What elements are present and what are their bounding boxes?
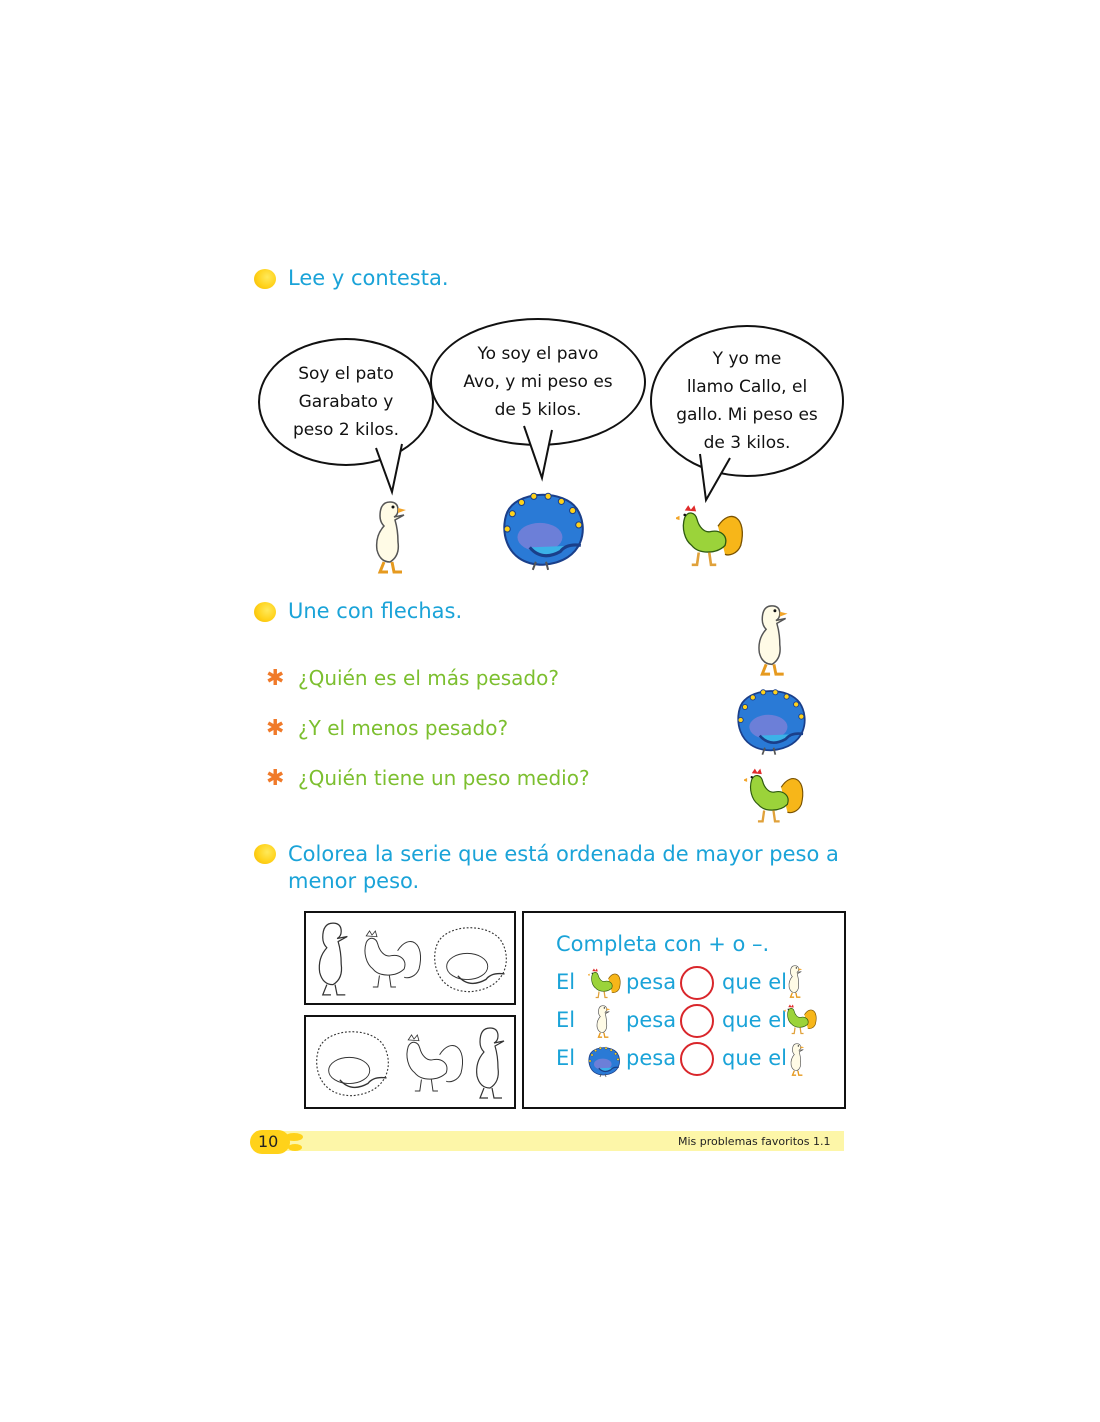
splat-icon: ✱ bbox=[266, 716, 285, 741]
book-title: Mis problemas favoritos 1.1 bbox=[678, 1135, 831, 1148]
bullet-icon bbox=[254, 844, 276, 864]
speech-bubble-rooster: Y yo me llamo Callo, el gallo. Mi peso es de 3 kilos. bbox=[650, 325, 844, 477]
bubble-tail bbox=[520, 422, 560, 482]
row-el: El bbox=[556, 970, 576, 994]
rooster-icon bbox=[588, 964, 622, 1002]
rooster-icon[interactable] bbox=[744, 760, 806, 830]
paw-icon bbox=[288, 1144, 302, 1151]
rooster-icon bbox=[784, 1000, 818, 1038]
bullet-icon bbox=[254, 269, 276, 289]
question-lightest: ¿Y el menos pesado? bbox=[298, 716, 509, 740]
row-que-el: que el bbox=[722, 1046, 787, 1070]
speech-bubble-duck: Soy el pato Garabato y peso 2 kilos. bbox=[258, 338, 434, 466]
section-heading-read: Lee y contesta. bbox=[288, 266, 449, 290]
section-heading-arrows: Une con flechas. bbox=[288, 599, 463, 623]
row-pesa: pesa bbox=[626, 970, 677, 994]
row-pesa: pesa bbox=[626, 1046, 677, 1070]
rooster-outline-icon bbox=[400, 1023, 466, 1103]
duck-icon bbox=[786, 962, 804, 1000]
splat-icon: ✱ bbox=[266, 766, 285, 791]
duck-icon bbox=[370, 496, 410, 576]
duck-icon bbox=[788, 1040, 806, 1078]
peacock-icon bbox=[586, 1044, 622, 1078]
peacock-icon bbox=[497, 486, 589, 572]
series-panel-2[interactable] bbox=[304, 1015, 516, 1109]
peacock-icon[interactable] bbox=[732, 682, 810, 758]
page-number: 10 bbox=[258, 1132, 279, 1151]
section-heading-color-line2: menor peso. bbox=[288, 869, 420, 893]
answer-circle[interactable] bbox=[680, 1004, 714, 1038]
paw-icon bbox=[285, 1133, 303, 1141]
bullet-icon bbox=[254, 602, 276, 622]
peacock-outline-icon bbox=[310, 1023, 394, 1103]
question-medium: ¿Quién tiene un peso medio? bbox=[298, 766, 590, 790]
answer-circle[interactable] bbox=[680, 1042, 714, 1076]
answer-circle[interactable] bbox=[680, 966, 714, 1000]
complete-title: Completa con + o –. bbox=[556, 932, 770, 956]
rooster-outline-icon bbox=[358, 919, 424, 999]
row-pesa: pesa bbox=[626, 1008, 677, 1032]
rooster-icon bbox=[676, 496, 746, 574]
duck-icon bbox=[594, 1002, 612, 1040]
question-heaviest: ¿Quién es el más pesado? bbox=[298, 666, 559, 690]
row-el: El bbox=[556, 1008, 576, 1032]
row-que-el: que el bbox=[722, 970, 787, 994]
duck-outline-icon bbox=[312, 917, 354, 999]
speech-bubble-peacock: Yo soy el pavo Avo, y mi peso es de 5 kilos. bbox=[430, 318, 646, 446]
row-el: El bbox=[556, 1046, 576, 1070]
splat-icon: ✱ bbox=[266, 666, 285, 691]
duck-icon[interactable] bbox=[752, 600, 792, 678]
duck-outline-icon bbox=[470, 1021, 510, 1103]
section-heading-color-line1: Colorea la serie que está ordenada de mayor peso a bbox=[288, 842, 839, 866]
row-que-el: que el bbox=[722, 1008, 787, 1032]
bubble-tail bbox=[372, 440, 412, 500]
series-panel-1[interactable] bbox=[304, 911, 516, 1005]
peacock-outline-icon bbox=[428, 919, 512, 999]
